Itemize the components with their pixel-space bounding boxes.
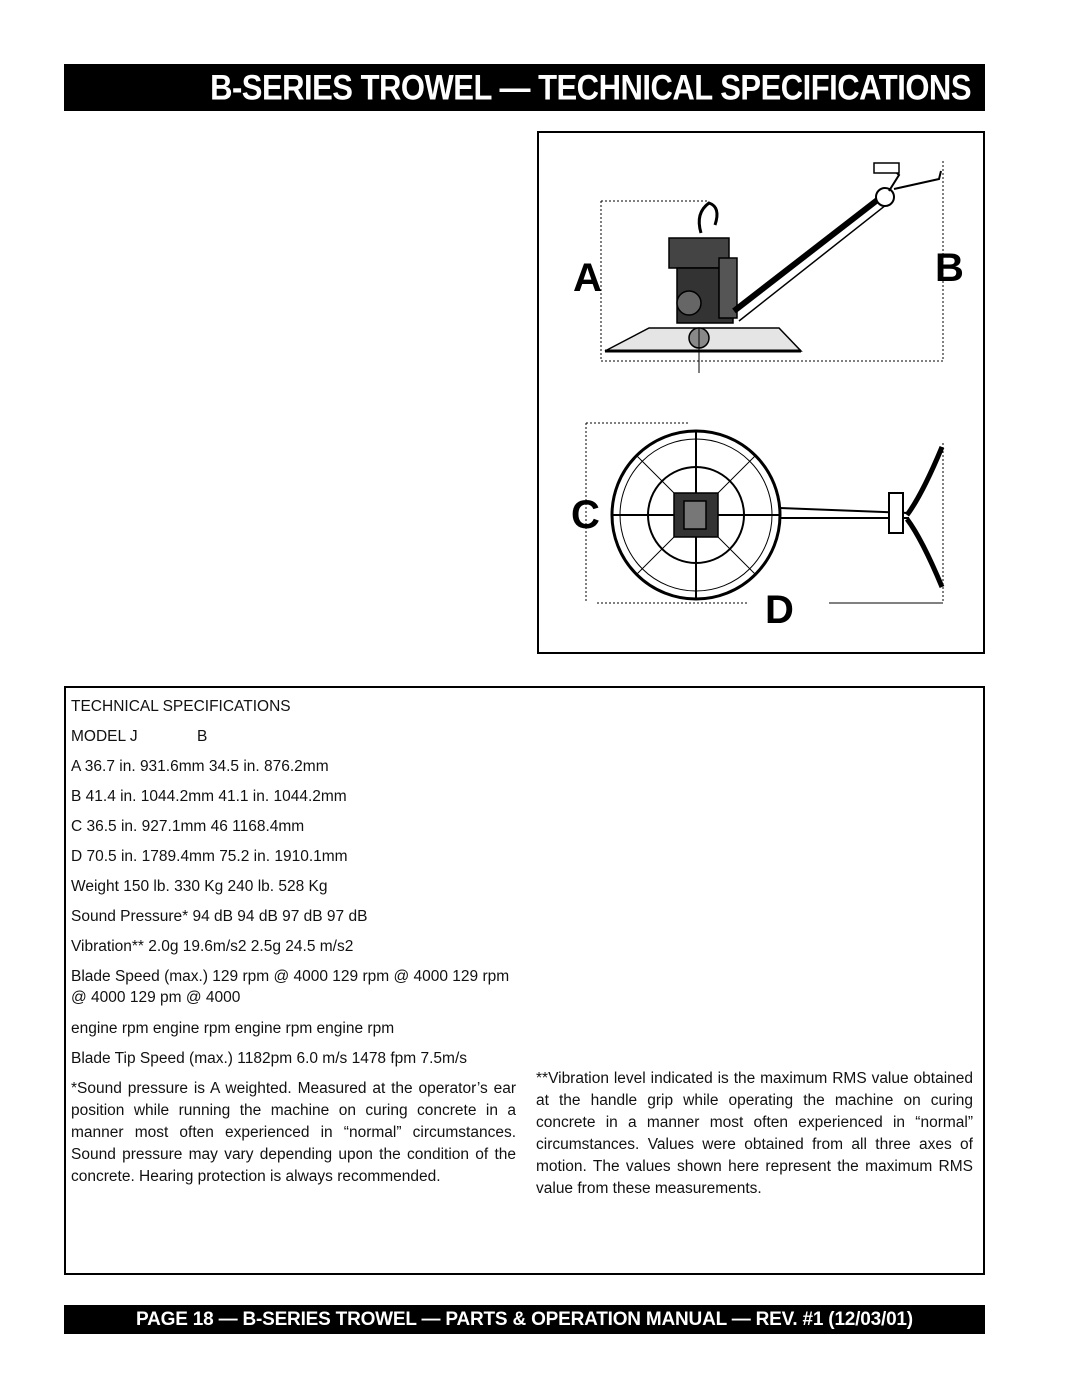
spec-row-weight: Weight 150 lb. 330 Kg 240 lb. 528 Kg xyxy=(71,878,328,895)
top-view-drawing xyxy=(586,423,943,603)
spec-heading: TECHNICAL SPECIFICATIONS xyxy=(71,698,291,715)
page-title-bar xyxy=(64,64,985,111)
trowel-diagram xyxy=(537,131,985,654)
model-row xyxy=(71,728,207,746)
spec-row-blade-speed: Blade Speed (max.) 129 rpm @ 4000 129 rpm @ 4000 129 rpm @ 4000 129 pm @ 4000 xyxy=(71,968,510,1006)
trowel-diagram-drawing xyxy=(539,133,987,656)
sound-pressure-note: *Sound pressure is A weighted. Measured at the operator’s ear position while running the machine on curing concrete in a manner most often experienced in “normal” circumstances. Sound pressure may vary depending upon the condition of the concrete. Hearing protection is always recommended. xyxy=(71,1080,516,1185)
dimension-label-b: B xyxy=(935,246,964,290)
model-label-j: MODEL J xyxy=(71,728,138,745)
page-title: B-SERIES TROWEL — TECHNICAL SPECIFICATIONS xyxy=(210,66,971,108)
spec-row-sound-pressure: Sound Pressure* 94 dB 94 dB 97 dB 97 dB xyxy=(71,908,368,925)
spec-row-vibration: Vibration** 2.0g 19.6m/s2 2.5g 24.5 m/s2 xyxy=(71,938,354,955)
dimension-label-c: C xyxy=(571,493,600,537)
spec-row-a: A 36.7 in. 931.6mm 34.5 in. 876.2mm xyxy=(71,758,329,775)
spec-row-c: C 36.5 in. 927.1mm 46 1168.4mm xyxy=(71,818,305,835)
model-label-b: B xyxy=(197,728,208,745)
side-view-drawing xyxy=(601,161,943,373)
page-footer: PAGE 18 — B-SERIES TROWEL — PARTS & OPERATION MANUAL — REV. #1 (12/03/01) xyxy=(136,1308,913,1330)
specifications-box xyxy=(64,686,985,1275)
spec-row-blade-tip-speed: Blade Tip Speed (max.) 1182pm 6.0 m/s 1478 fpm 7.5m/s xyxy=(71,1050,468,1067)
spec-row-d: D 70.5 in. 1789.4mm 75.2 in. 1910.1mm xyxy=(71,848,348,865)
spec-row-engine-rpm: engine rpm engine rpm engine rpm engine rpm xyxy=(71,1020,395,1037)
spec-row-b: B 41.4 in. 1044.2mm 41.1 in. 1044.2mm xyxy=(71,788,347,805)
dimension-label-d: D xyxy=(765,588,794,632)
dimension-label-a: A xyxy=(573,256,602,300)
vibration-note: **Vibration level indicated is the maximum RMS value obtained at the handle grip while operating the machine on curing concrete in a manner most often experienced in “normal” circumstances. Values were obtained from all three axes of motion. The values shown here represent the maximum RMS value from these measurements. xyxy=(536,1070,973,1197)
page-footer-bar xyxy=(64,1305,985,1334)
